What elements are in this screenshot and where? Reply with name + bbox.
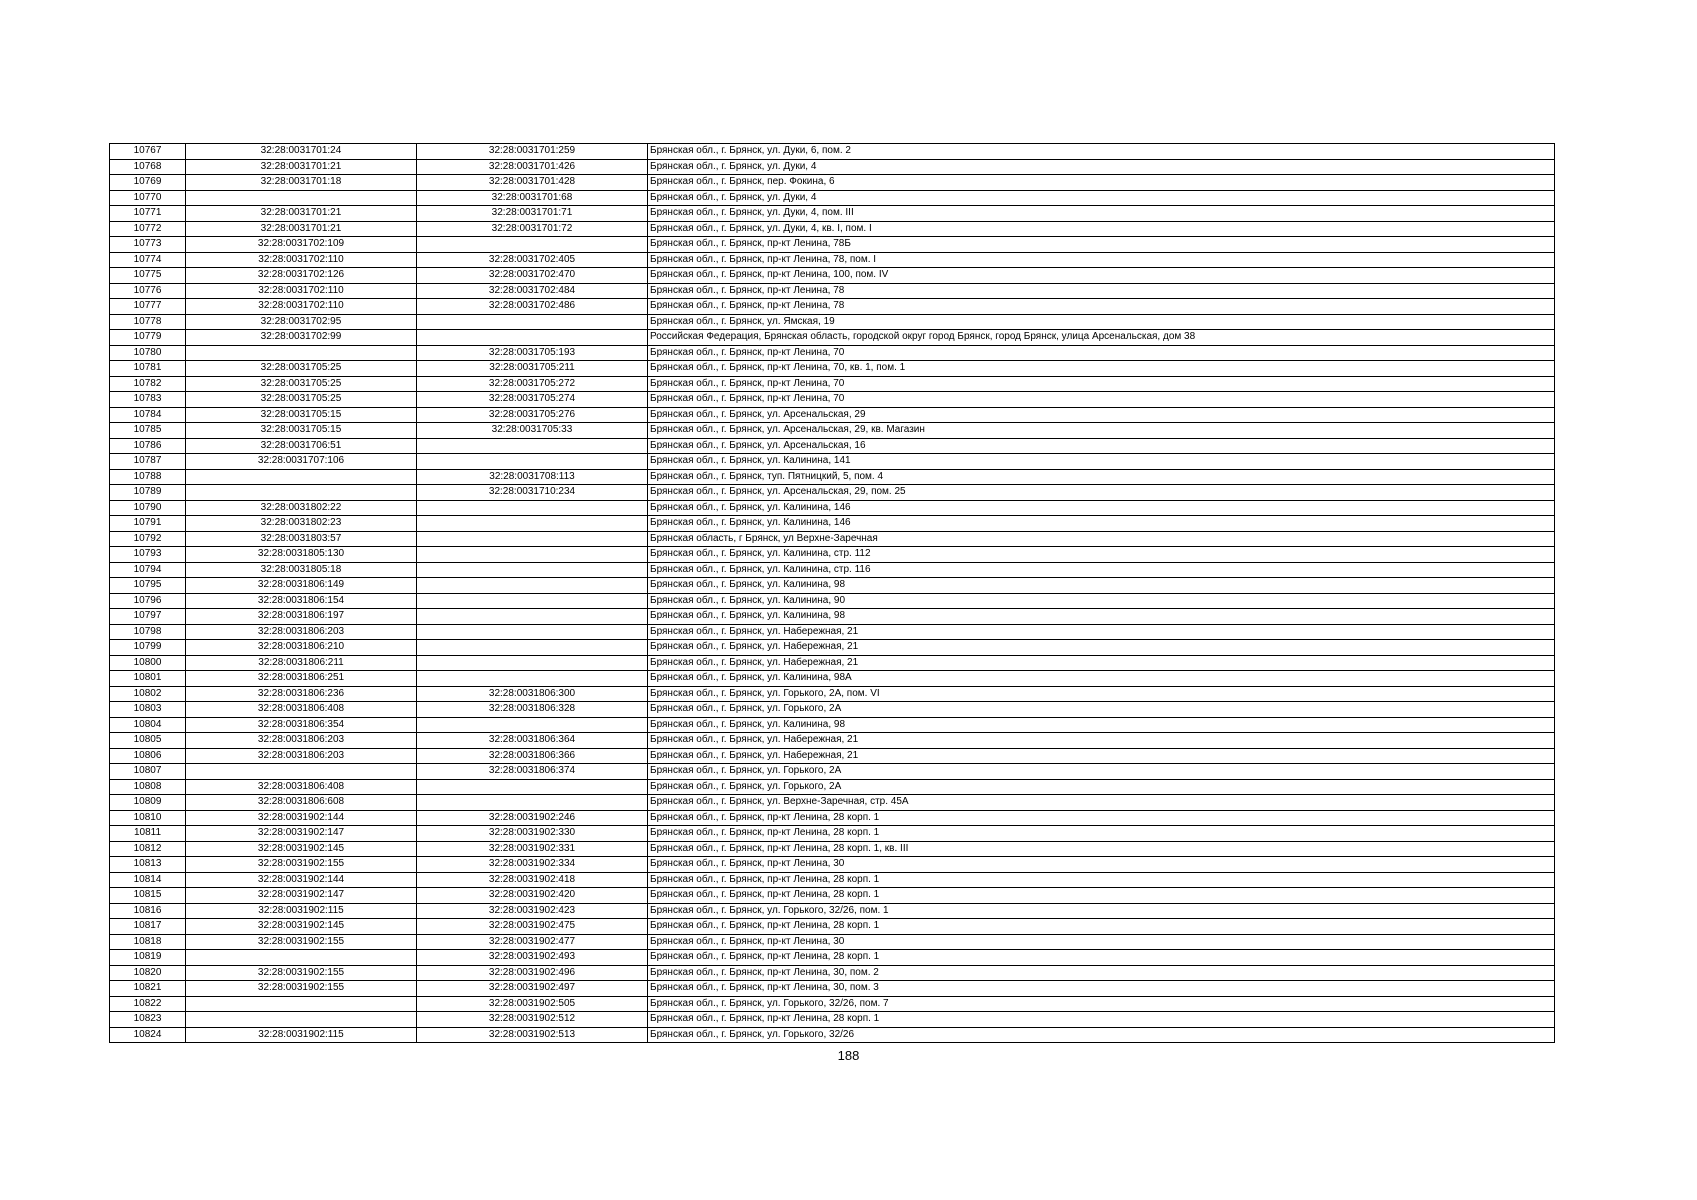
address-cell: Брянская обл., г. Брянск, ул. Калинина, 98 (648, 609, 1555, 625)
land-cadastral-number-cell (186, 345, 417, 361)
building-cadastral-number-cell (417, 609, 648, 625)
land-cadastral-number-cell (186, 996, 417, 1012)
table-row (110, 469, 1555, 485)
row-number-cell: 10796 (110, 593, 186, 609)
land-cadastral-number-cell: 32:28:0031806:197 (186, 609, 417, 625)
land-cadastral-number-cell: 32:28:0031702:109 (186, 237, 417, 253)
row-number-cell: 10786 (110, 438, 186, 454)
row-number-cell: 10781 (110, 361, 186, 377)
address-cell: Брянская обл., г. Брянск, пр-кт Ленина, 30, пом. 3 (648, 981, 1555, 997)
land-cadastral-number-cell: 32:28:0031805:18 (186, 562, 417, 578)
table-row (110, 702, 1555, 718)
row-number-cell: 10818 (110, 934, 186, 950)
land-cadastral-number-cell: 32:28:0031902:145 (186, 919, 417, 935)
table-row (110, 330, 1555, 346)
row-number-cell: 10777 (110, 299, 186, 315)
address-cell: Брянская обл., г. Брянск, ул. Верхне-Заречная, стр. 45А (648, 795, 1555, 811)
building-cadastral-number-cell: 32:28:0031701:426 (417, 159, 648, 175)
page-number: 188 (837, 1048, 860, 1063)
building-cadastral-number-cell (417, 531, 648, 547)
row-number-cell: 10801 (110, 671, 186, 687)
row-number-cell: 10811 (110, 826, 186, 842)
land-cadastral-number-cell: 32:28:0031701:21 (186, 221, 417, 237)
land-cadastral-number-cell (186, 764, 417, 780)
address-cell: Брянская обл., г. Брянск, пр-кт Ленина, 70 (648, 376, 1555, 392)
row-number-cell: 10784 (110, 407, 186, 423)
address-cell: Брянская обл., г. Брянск, ул. Дуки, 6, пом. 2 (648, 144, 1555, 160)
table-row (110, 903, 1555, 919)
row-number-cell: 10820 (110, 965, 186, 981)
land-cadastral-number-cell: 32:28:0031702:126 (186, 268, 417, 284)
address-cell: Брянская обл., г. Брянск, ул. Калинина, 98 (648, 717, 1555, 733)
table-row (110, 361, 1555, 377)
land-cadastral-number-cell (186, 1012, 417, 1028)
land-cadastral-number-cell: 32:28:0031902:145 (186, 841, 417, 857)
row-number-cell: 10788 (110, 469, 186, 485)
address-cell: Брянская обл., г. Брянск, ул. Дуки, 4, кв. I, пом. I (648, 221, 1555, 237)
address-cell: Брянская обл., г. Брянск, туп. Пятницкий, 5, пом. 4 (648, 469, 1555, 485)
table-row (110, 640, 1555, 656)
table-row (110, 733, 1555, 749)
row-number-cell: 10822 (110, 996, 186, 1012)
table-row (110, 299, 1555, 315)
building-cadastral-number-cell (417, 624, 648, 640)
address-cell: Брянская обл., г. Брянск, ул. Дуки, 4 (648, 190, 1555, 206)
building-cadastral-number-cell (417, 578, 648, 594)
address-cell: Брянская обл., г. Брянск, пер. Фокина, 6 (648, 175, 1555, 191)
land-cadastral-number-cell: 32:28:0031705:25 (186, 392, 417, 408)
land-cadastral-number-cell: 32:28:0031806:408 (186, 702, 417, 718)
address-cell: Брянская обл., г. Брянск, ул. Калинина, 146 (648, 516, 1555, 532)
table-row (110, 671, 1555, 687)
building-cadastral-number-cell (417, 330, 648, 346)
land-cadastral-number-cell: 32:28:0031806:210 (186, 640, 417, 656)
row-number-cell: 10773 (110, 237, 186, 253)
table-row (110, 454, 1555, 470)
row-number-cell: 10780 (110, 345, 186, 361)
address-cell: Брянская обл., г. Брянск, пр-кт Ленина, 28 корп. 1 (648, 810, 1555, 826)
building-cadastral-number-cell (417, 717, 648, 733)
land-cadastral-number-cell: 32:28:0031806:203 (186, 733, 417, 749)
building-cadastral-number-cell (417, 795, 648, 811)
land-cadastral-number-cell: 32:28:0031702:95 (186, 314, 417, 330)
table-row (110, 283, 1555, 299)
address-cell: Брянская обл., г. Брянск, ул. Ямская, 19 (648, 314, 1555, 330)
row-number-cell: 10772 (110, 221, 186, 237)
table-row (110, 965, 1555, 981)
land-cadastral-number-cell: 32:28:0031706:51 (186, 438, 417, 454)
table-row (110, 609, 1555, 625)
address-cell: Брянская обл., г. Брянск, пр-кт Ленина, 78 (648, 283, 1555, 299)
table-row (110, 996, 1555, 1012)
address-cell: Российская Федерация, Брянская область, городской округ город Брянск, город Брянск, улица Арсенальская, дом 38 (648, 330, 1555, 346)
address-cell: Брянская обл., г. Брянск, ул. Горького, 2А (648, 779, 1555, 795)
address-cell: Брянская обл., г. Брянск, ул. Горького, 32/26, пом. 1 (648, 903, 1555, 919)
building-cadastral-number-cell: 32:28:0031701:68 (417, 190, 648, 206)
land-cadastral-number-cell: 32:28:0031802:23 (186, 516, 417, 532)
table-row (110, 438, 1555, 454)
land-cadastral-number-cell: 32:28:0031707:106 (186, 454, 417, 470)
table-row (110, 748, 1555, 764)
building-cadastral-number-cell: 32:28:0031705:193 (417, 345, 648, 361)
address-cell: Брянская обл., г. Брянск, пр-кт Ленина, 30 (648, 934, 1555, 950)
row-number-cell: 10779 (110, 330, 186, 346)
land-cadastral-number-cell (186, 485, 417, 501)
table-row (110, 562, 1555, 578)
building-cadastral-number-cell: 32:28:0031701:71 (417, 206, 648, 222)
building-cadastral-number-cell: 32:28:0031902:330 (417, 826, 648, 842)
building-cadastral-number-cell: 32:28:0031705:211 (417, 361, 648, 377)
building-cadastral-number-cell (417, 640, 648, 656)
land-cadastral-number-cell (186, 950, 417, 966)
building-cadastral-number-cell: 32:28:0031705:33 (417, 423, 648, 439)
building-cadastral-number-cell (417, 547, 648, 563)
table-row (110, 547, 1555, 563)
row-number-cell: 10768 (110, 159, 186, 175)
table-row (110, 206, 1555, 222)
row-number-cell: 10792 (110, 531, 186, 547)
address-cell: Брянская обл., г. Брянск, пр-кт Ленина, 70 (648, 345, 1555, 361)
row-number-cell: 10795 (110, 578, 186, 594)
table-row (110, 655, 1555, 671)
row-number-cell: 10819 (110, 950, 186, 966)
building-cadastral-number-cell: 32:28:0031902:493 (417, 950, 648, 966)
building-cadastral-number-cell: 32:28:0031902:418 (417, 872, 648, 888)
table-row (110, 950, 1555, 966)
row-number-cell: 10783 (110, 392, 186, 408)
table-row (110, 872, 1555, 888)
table-row (110, 376, 1555, 392)
address-cell: Брянская обл., г. Брянск, ул. Дуки, 4, пом. III (648, 206, 1555, 222)
building-cadastral-number-cell (417, 779, 648, 795)
building-cadastral-number-cell: 32:28:0031902:475 (417, 919, 648, 935)
building-cadastral-number-cell: 32:28:0031702:405 (417, 252, 648, 268)
address-cell: Брянская обл., г. Брянск, ул. Набережная, 21 (648, 733, 1555, 749)
building-cadastral-number-cell: 32:28:0031705:274 (417, 392, 648, 408)
table-row (110, 485, 1555, 501)
table-row (110, 144, 1555, 160)
address-cell: Брянская обл., г. Брянск, пр-кт Ленина, 70, кв. 1, пом. 1 (648, 361, 1555, 377)
table-row (110, 795, 1555, 811)
land-cadastral-number-cell: 32:28:0031806:154 (186, 593, 417, 609)
land-cadastral-number-cell: 32:28:0031806:608 (186, 795, 417, 811)
land-cadastral-number-cell: 32:28:0031701:21 (186, 206, 417, 222)
address-cell: Брянская обл., г. Брянск, пр-кт Ленина, 28 корп. 1 (648, 1012, 1555, 1028)
row-number-cell: 10809 (110, 795, 186, 811)
building-cadastral-number-cell: 32:28:0031702:486 (417, 299, 648, 315)
land-cadastral-number-cell: 32:28:0031701:21 (186, 159, 417, 175)
row-number-cell: 10767 (110, 144, 186, 160)
address-cell: Брянская обл., г. Брянск, пр-кт Ленина, 30 (648, 857, 1555, 873)
table-row (110, 810, 1555, 826)
table-row (110, 934, 1555, 950)
address-cell: Брянская обл., г. Брянск, ул. Набережная, 21 (648, 624, 1555, 640)
row-number-cell: 10817 (110, 919, 186, 935)
building-cadastral-number-cell (417, 500, 648, 516)
land-cadastral-number-cell: 32:28:0031705:15 (186, 407, 417, 423)
building-cadastral-number-cell: 32:28:0031806:366 (417, 748, 648, 764)
address-cell: Брянская обл., г. Брянск, ул. Калинина, 98 (648, 578, 1555, 594)
table-row (110, 779, 1555, 795)
land-cadastral-number-cell: 32:28:0031806:211 (186, 655, 417, 671)
address-cell: Брянская обл., г. Брянск, пр-кт Ленина, 28 корп. 1 (648, 826, 1555, 842)
building-cadastral-number-cell: 32:28:0031902:477 (417, 934, 648, 950)
land-cadastral-number-cell: 32:28:0031902:144 (186, 872, 417, 888)
address-cell: Брянская обл., г. Брянск, ул. Калинина, стр. 116 (648, 562, 1555, 578)
land-cadastral-number-cell: 32:28:0031806:236 (186, 686, 417, 702)
address-cell: Брянская обл., г. Брянск, ул. Арсенальская, 29, кв. Магазин (648, 423, 1555, 439)
row-number-cell: 10775 (110, 268, 186, 284)
address-cell: Брянская обл., г. Брянск, ул. Арсенальская, 29 (648, 407, 1555, 423)
building-cadastral-number-cell: 32:28:0031902:334 (417, 857, 648, 873)
table-row (110, 919, 1555, 935)
table-row (110, 407, 1555, 423)
row-number-cell: 10810 (110, 810, 186, 826)
land-cadastral-number-cell: 32:28:0031806:408 (186, 779, 417, 795)
table-row (110, 888, 1555, 904)
building-cadastral-number-cell: 32:28:0031702:484 (417, 283, 648, 299)
row-number-cell: 10774 (110, 252, 186, 268)
row-number-cell: 10803 (110, 702, 186, 718)
land-cadastral-number-cell: 32:28:0031702:99 (186, 330, 417, 346)
land-cadastral-number-cell: 32:28:0031702:110 (186, 283, 417, 299)
address-cell: Брянская обл., г. Брянск, ул. Горького, 2А (648, 702, 1555, 718)
row-number-cell: 10770 (110, 190, 186, 206)
table-row (110, 624, 1555, 640)
address-cell: Брянская обл., г. Брянск, ул. Горького, 2А (648, 764, 1555, 780)
address-cell: Брянская обл., г. Брянск, пр-кт Ленина, 78, пом. I (648, 252, 1555, 268)
building-cadastral-number-cell (417, 562, 648, 578)
row-number-cell: 10808 (110, 779, 186, 795)
building-cadastral-number-cell: 32:28:0031701:72 (417, 221, 648, 237)
land-cadastral-number-cell: 32:28:0031902:144 (186, 810, 417, 826)
row-number-cell: 10813 (110, 857, 186, 873)
land-cadastral-number-cell: 32:28:0031902:155 (186, 965, 417, 981)
building-cadastral-number-cell (417, 593, 648, 609)
address-cell: Брянская обл., г. Брянск, ул. Калинина, 141 (648, 454, 1555, 470)
address-cell: Брянская обл., г. Брянск, ул. Горького, 32/26, пом. 7 (648, 996, 1555, 1012)
row-number-cell: 10797 (110, 609, 186, 625)
table-row (110, 841, 1555, 857)
address-cell: Брянская обл., г. Брянск, пр-кт Ленина, 28 корп. 1 (648, 872, 1555, 888)
building-cadastral-number-cell (417, 655, 648, 671)
building-cadastral-number-cell: 32:28:0031705:276 (417, 407, 648, 423)
building-cadastral-number-cell: 32:28:0031806:300 (417, 686, 648, 702)
table-row (110, 190, 1555, 206)
row-number-cell: 10785 (110, 423, 186, 439)
land-cadastral-number-cell: 32:28:0031803:57 (186, 531, 417, 547)
row-number-cell: 10771 (110, 206, 186, 222)
address-cell: Брянская обл., г. Брянск, ул. Арсенальская, 29, пом. 25 (648, 485, 1555, 501)
building-cadastral-number-cell: 32:28:0031902:497 (417, 981, 648, 997)
building-cadastral-number-cell (417, 438, 648, 454)
table-row (110, 221, 1555, 237)
table-row (110, 500, 1555, 516)
row-number-cell: 10794 (110, 562, 186, 578)
land-cadastral-number-cell: 32:28:0031806:149 (186, 578, 417, 594)
land-cadastral-number-cell (186, 469, 417, 485)
row-number-cell: 10824 (110, 1027, 186, 1043)
table-row (110, 578, 1555, 594)
registry-table-body (110, 144, 1555, 1043)
address-cell: Брянская обл., г. Брянск, пр-кт Ленина, 30, пом. 2 (648, 965, 1555, 981)
land-cadastral-number-cell: 32:28:0031902:155 (186, 857, 417, 873)
address-cell: Брянская область, г Брянск, ул Верхне-Заречная (648, 531, 1555, 547)
row-number-cell: 10814 (110, 872, 186, 888)
row-number-cell: 10793 (110, 547, 186, 563)
row-number-cell: 10769 (110, 175, 186, 191)
row-number-cell: 10789 (110, 485, 186, 501)
building-cadastral-number-cell: 32:28:0031701:259 (417, 144, 648, 160)
land-cadastral-number-cell: 32:28:0031806:203 (186, 624, 417, 640)
table-row (110, 252, 1555, 268)
row-number-cell: 10790 (110, 500, 186, 516)
address-cell: Брянская обл., г. Брянск, ул. Горького, 32/26 (648, 1027, 1555, 1043)
address-cell: Брянская обл., г. Брянск, пр-кт Ленина, 78Б (648, 237, 1555, 253)
address-cell: Брянская обл., г. Брянск, ул. Арсенальская, 16 (648, 438, 1555, 454)
address-cell: Брянская обл., г. Брянск, пр-кт Ленина, 28 корп. 1 (648, 950, 1555, 966)
building-cadastral-number-cell: 32:28:0031902:331 (417, 841, 648, 857)
building-cadastral-number-cell (417, 671, 648, 687)
address-cell: Брянская обл., г. Брянск, ул. Калинина, стр. 112 (648, 547, 1555, 563)
address-cell: Брянская обл., г. Брянск, ул. Калинина, 98А (648, 671, 1555, 687)
row-number-cell: 10787 (110, 454, 186, 470)
row-number-cell: 10800 (110, 655, 186, 671)
building-cadastral-number-cell: 32:28:0031705:272 (417, 376, 648, 392)
address-cell: Брянская обл., г. Брянск, ул. Горького, 2А, пом. VI (648, 686, 1555, 702)
table-row (110, 392, 1555, 408)
building-cadastral-number-cell: 32:28:0031708:113 (417, 469, 648, 485)
land-cadastral-number-cell: 32:28:0031902:115 (186, 1027, 417, 1043)
address-cell: Брянская обл., г. Брянск, пр-кт Ленина, 28 корп. 1 (648, 919, 1555, 935)
building-cadastral-number-cell: 32:28:0031710:234 (417, 485, 648, 501)
building-cadastral-number-cell: 32:28:0031902:420 (417, 888, 648, 904)
row-number-cell: 10806 (110, 748, 186, 764)
building-cadastral-number-cell: 32:28:0031806:364 (417, 733, 648, 749)
row-number-cell: 10798 (110, 624, 186, 640)
row-number-cell: 10782 (110, 376, 186, 392)
land-cadastral-number-cell: 32:28:0031802:22 (186, 500, 417, 516)
table-row (110, 423, 1555, 439)
address-cell: Брянская обл., г. Брянск, ул. Набережная, 21 (648, 748, 1555, 764)
building-cadastral-number-cell: 32:28:0031702:470 (417, 268, 648, 284)
address-cell: Брянская обл., г. Брянск, пр-кт Ленина, 70 (648, 392, 1555, 408)
land-cadastral-number-cell: 32:28:0031805:130 (186, 547, 417, 563)
land-cadastral-number-cell: 32:28:0031705:25 (186, 376, 417, 392)
land-cadastral-number-cell: 32:28:0031902:115 (186, 903, 417, 919)
building-cadastral-number-cell (417, 314, 648, 330)
row-number-cell: 10821 (110, 981, 186, 997)
row-number-cell: 10778 (110, 314, 186, 330)
table-row (110, 593, 1555, 609)
building-cadastral-number-cell: 32:28:0031902:505 (417, 996, 648, 1012)
building-cadastral-number-cell: 32:28:0031902:512 (417, 1012, 648, 1028)
building-cadastral-number-cell (417, 237, 648, 253)
address-cell: Брянская обл., г. Брянск, ул. Набережная, 21 (648, 640, 1555, 656)
address-cell: Брянская обл., г. Брянск, ул. Набережная, 21 (648, 655, 1555, 671)
registry-table (109, 143, 1555, 1043)
address-cell: Брянская обл., г. Брянск, ул. Калинина, 90 (648, 593, 1555, 609)
row-number-cell: 10802 (110, 686, 186, 702)
table-row (110, 175, 1555, 191)
land-cadastral-number-cell: 32:28:0031806:203 (186, 748, 417, 764)
land-cadastral-number-cell: 32:28:0031902:147 (186, 888, 417, 904)
table-row (110, 826, 1555, 842)
table-row (110, 516, 1555, 532)
land-cadastral-number-cell: 32:28:0031705:15 (186, 423, 417, 439)
land-cadastral-number-cell: 32:28:0031702:110 (186, 299, 417, 315)
table-row (110, 857, 1555, 873)
row-number-cell: 10791 (110, 516, 186, 532)
land-cadastral-number-cell: 32:28:0031902:155 (186, 981, 417, 997)
table-row (110, 686, 1555, 702)
table-row (110, 159, 1555, 175)
building-cadastral-number-cell: 32:28:0031806:328 (417, 702, 648, 718)
row-number-cell: 10812 (110, 841, 186, 857)
row-number-cell: 10807 (110, 764, 186, 780)
land-cadastral-number-cell: 32:28:0031705:25 (186, 361, 417, 377)
table-row (110, 981, 1555, 997)
land-cadastral-number-cell: 32:28:0031701:24 (186, 144, 417, 160)
building-cadastral-number-cell: 32:28:0031902:513 (417, 1027, 648, 1043)
building-cadastral-number-cell: 32:28:0031902:423 (417, 903, 648, 919)
table-row (110, 237, 1555, 253)
address-cell: Брянская обл., г. Брянск, ул. Дуки, 4 (648, 159, 1555, 175)
building-cadastral-number-cell: 32:28:0031902:496 (417, 965, 648, 981)
row-number-cell: 10805 (110, 733, 186, 749)
building-cadastral-number-cell (417, 516, 648, 532)
row-number-cell: 10776 (110, 283, 186, 299)
land-cadastral-number-cell: 32:28:0031902:155 (186, 934, 417, 950)
address-cell: Брянская обл., г. Брянск, пр-кт Ленина, 28 корп. 1 (648, 888, 1555, 904)
land-cadastral-number-cell: 32:28:0031701:18 (186, 175, 417, 191)
address-cell: Брянская обл., г. Брянск, пр-кт Ленина, 78 (648, 299, 1555, 315)
table-row (110, 764, 1555, 780)
land-cadastral-number-cell: 32:28:0031806:251 (186, 671, 417, 687)
land-cadastral-number-cell: 32:28:0031902:147 (186, 826, 417, 842)
land-cadastral-number-cell: 32:28:0031806:354 (186, 717, 417, 733)
land-cadastral-number-cell (186, 190, 417, 206)
land-cadastral-number-cell: 32:28:0031702:110 (186, 252, 417, 268)
row-number-cell: 10823 (110, 1012, 186, 1028)
table-row (110, 717, 1555, 733)
address-cell: Брянская обл., г. Брянск, пр-кт Ленина, 100, пом. IV (648, 268, 1555, 284)
building-cadastral-number-cell: 32:28:0031902:246 (417, 810, 648, 826)
address-cell: Брянская обл., г. Брянск, пр-кт Ленина, 28 корп. 1, кв. III (648, 841, 1555, 857)
table-row (110, 531, 1555, 547)
building-cadastral-number-cell: 32:28:0031806:374 (417, 764, 648, 780)
table-row (110, 1027, 1555, 1043)
row-number-cell: 10799 (110, 640, 186, 656)
table-row (110, 345, 1555, 361)
row-number-cell: 10815 (110, 888, 186, 904)
row-number-cell: 10816 (110, 903, 186, 919)
table-row (110, 1012, 1555, 1028)
building-cadastral-number-cell (417, 454, 648, 470)
row-number-cell: 10804 (110, 717, 186, 733)
table-row (110, 268, 1555, 284)
address-cell: Брянская обл., г. Брянск, ул. Калинина, 146 (648, 500, 1555, 516)
building-cadastral-number-cell: 32:28:0031701:428 (417, 175, 648, 191)
table-row (110, 314, 1555, 330)
